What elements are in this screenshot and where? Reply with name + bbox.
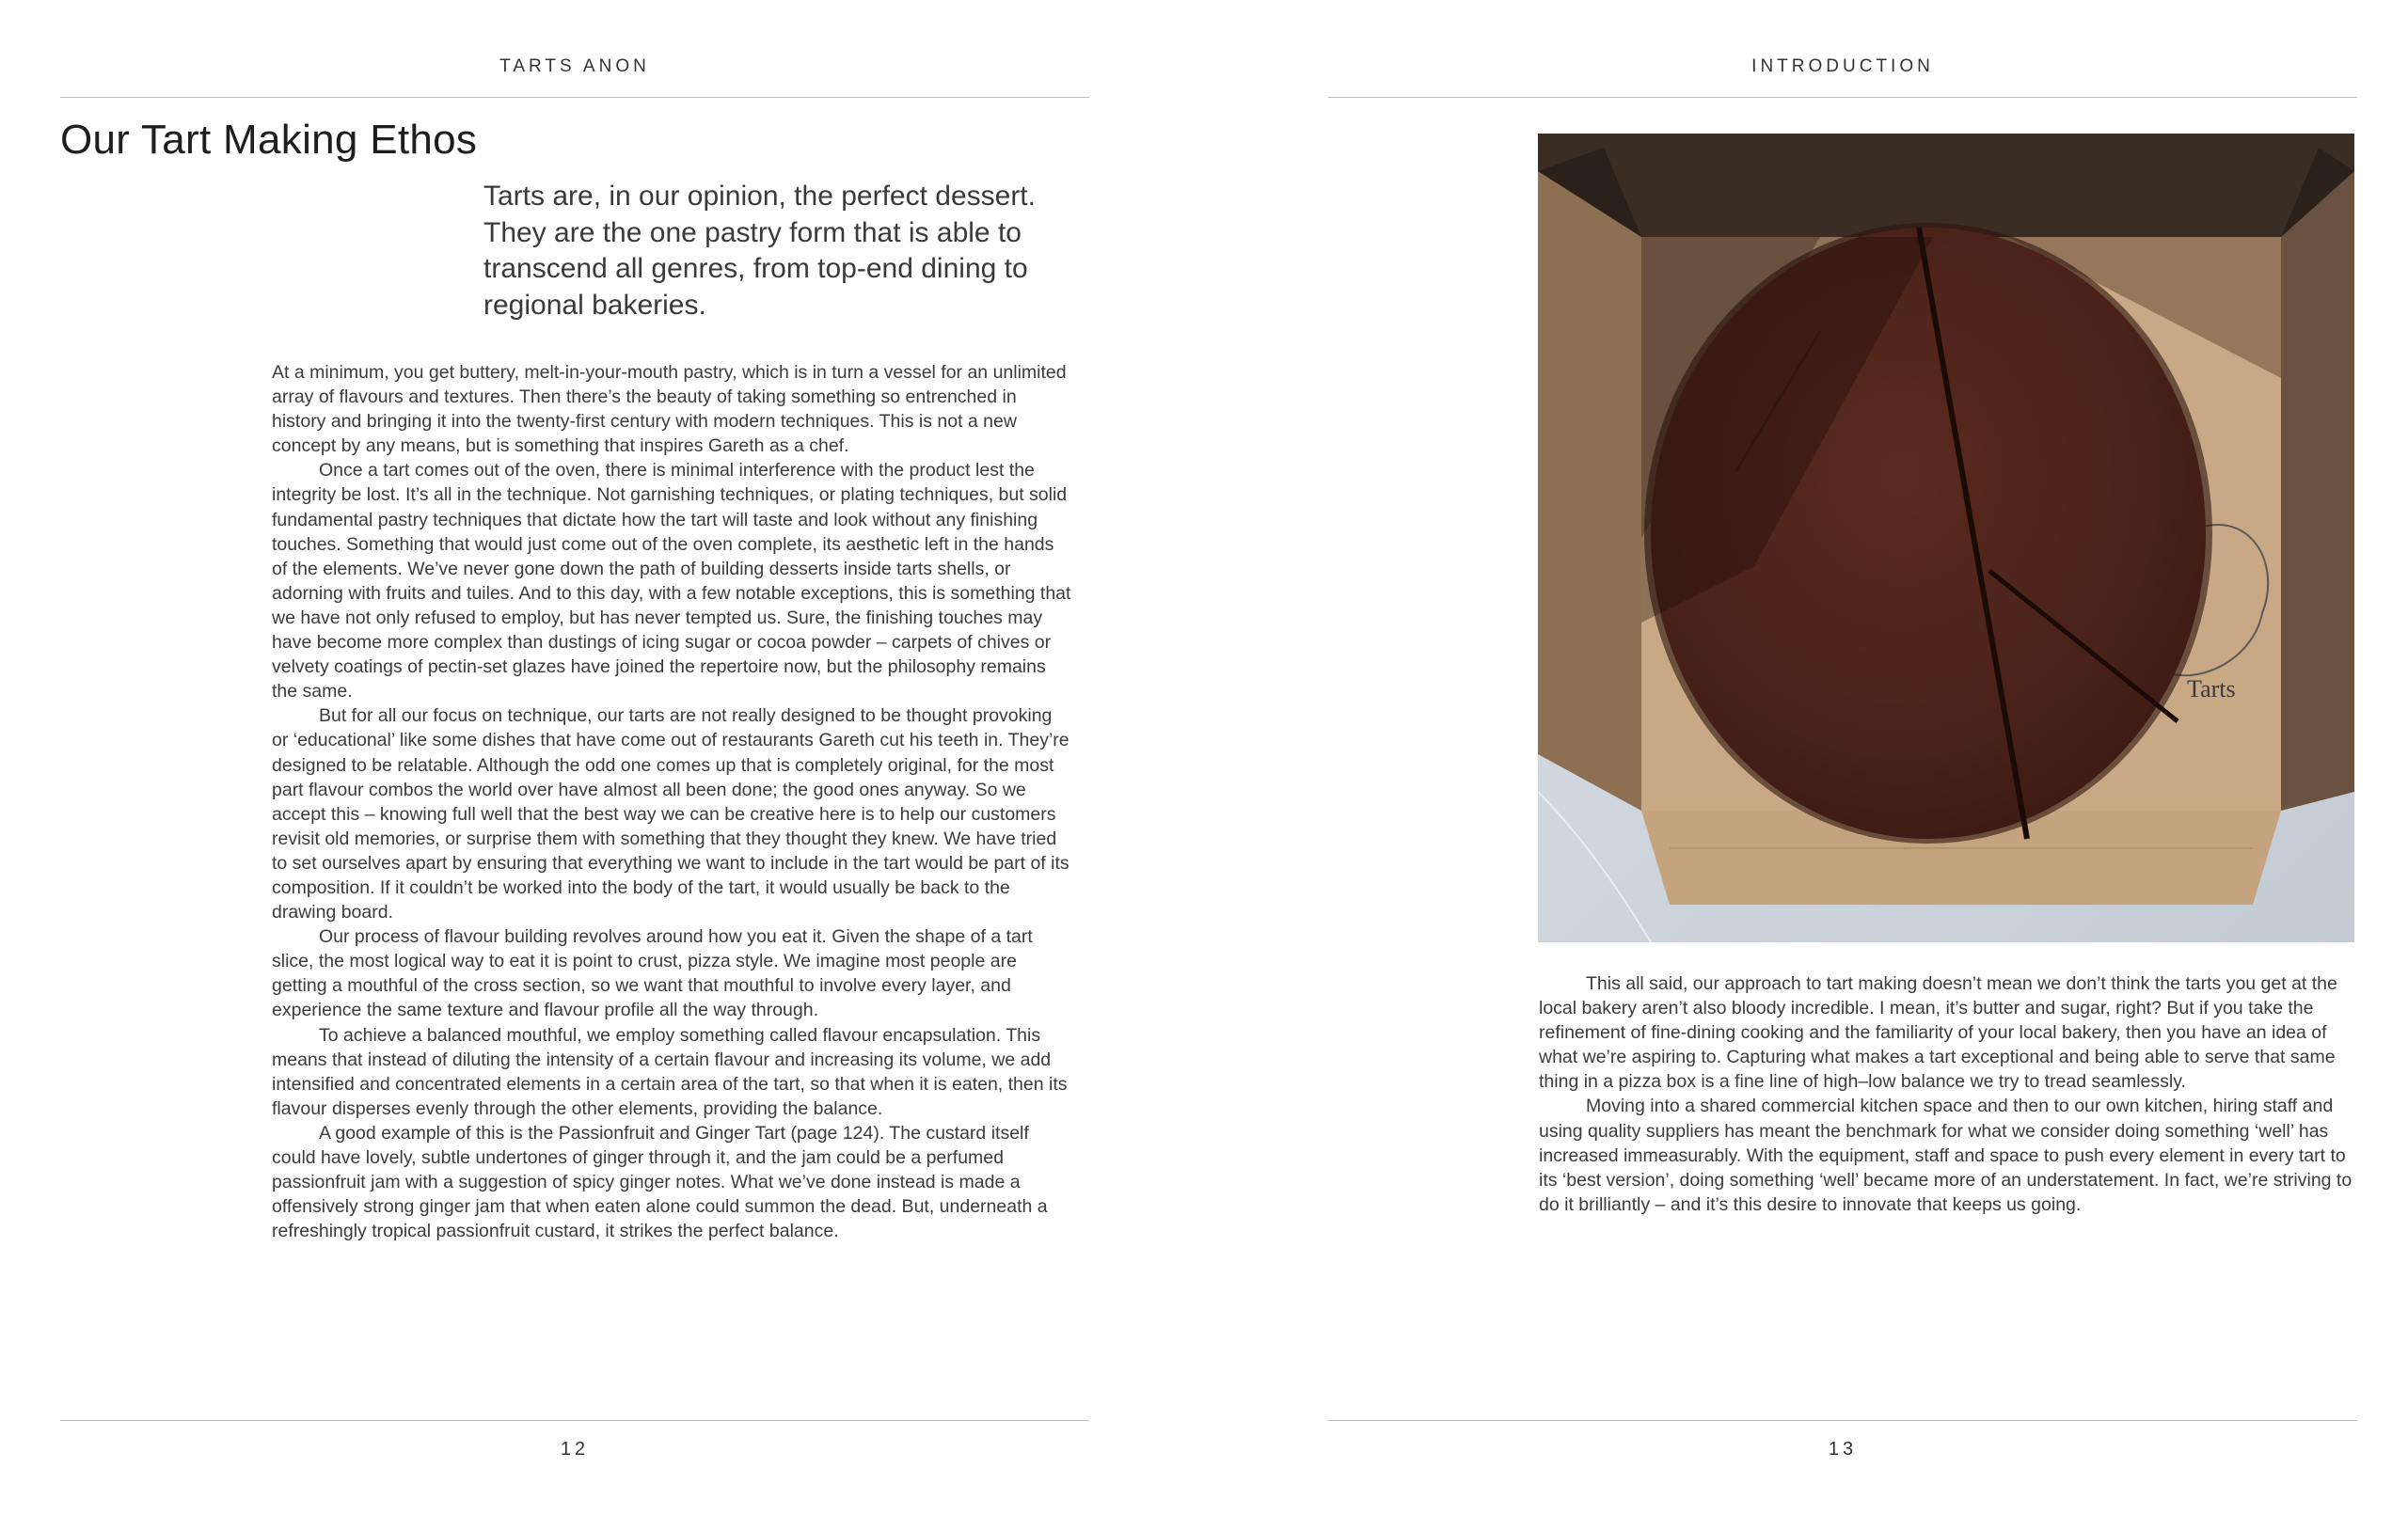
body-paragraph: This all said, our approach to tart making doesn’t mean we don’t think the tarts you get at the local bakery aren’t also bloody incredible. I mean, it’s butter and sugar, right? But if you take the refinement of fine-dining cooking and the familiarity of your local bakery, then you have an idea of what we’re aspiring to. Capturing what makes a tart exceptional and being able to serve that same thing in a pizza box is a fine line of high–low balance we try to tread seamlessly. xyxy=(1539,973,2337,1093)
page-number-left: 12 xyxy=(560,1439,590,1460)
box-stamp-text: Tarts xyxy=(2187,675,2236,702)
running-head-right: INTRODUCTION xyxy=(1751,56,1934,76)
body-paragraph: At a minimum, you get buttery, melt-in-your-mouth pastry, which is in turn a vessel for an unlimited array of flavours and textures. Then there’s the beauty of taking something so entrenched in history and bringing it into the twenty-first century with modern techniques. This is not a new concept by any means, but is something that inspires Gareth as a chef. xyxy=(272,362,1067,457)
body-paragraph: Moving into a shared commercial kitchen space and then to our own kitchen, hiring staff and using quality suppliers has meant the benchmark for what we consider doing something ‘well’ has increased immeasurably. With the equipment, staff and space to push every element in every tart to its ‘best version’, doing something ‘well’ became more of an understatement. In fact, we’re striving to do it brilliantly – and it’s this desire to innovate that keeps us going. xyxy=(1539,1096,2353,1215)
body-paragraph: But for all our focus on technique, our tarts are not really designed to be thought provoking or ‘educational’ like some dishes that have come out of restaurants Gareth cut his teeth in. They’re designed to be relatable. Although the odd one comes up that is completely original, for the most part flavour combos the world over have almost all been done; the good ones anyway. So we accept this – knowing full well that the best way we can be creative here is to help our customers revisit old memories, or surprise them with something that they thought they knew. We have tried to set ourselves apart by ensuring that everything we want to include in the tart would be part of its composition. If it couldn’t be worked into the body of the tart, it would usually be back to the drawing board. xyxy=(272,705,1069,923)
bottom-rule-left xyxy=(60,1420,1089,1421)
top-rule-left xyxy=(60,97,1089,98)
body-paragraph: Once a tart comes out of the oven, there is minimal interference with the product lest the integrity be lost. It’s all in the technique. Not garnishing techniques, or plating techniques, but solid fundamental pastry techniques that dictate how the tart will taste and look without any finishing touches. Something that would just come out of the oven complete, its aesthetic left in the hands of the elements. We’ve never gone down the path of building desserts inside tarts shells, or adorning with fruits and tuiles. And to this day, with a few notable exceptions, this is something that we have not only refused to employ, but has never tempted us. Sure, the finishing touches may have become more complex than dustings of icing sugar or cocoa powder – carpets of chives or velvety coatings of pectin-set glazes have joined the repertoire now, but the philosophy remains the same. xyxy=(272,460,1071,702)
page-title: Our Tart Making Ethos xyxy=(60,117,478,163)
running-head-left: TARTS ANON xyxy=(499,56,650,76)
body-text-left xyxy=(272,360,1073,1243)
body-paragraph: Our process of flavour building revolves around how you eat it. Given the shape of a tart slice, the most logical way to eat it is point to crust, pizza style. We imagine most people are getting a mouthful of the cross section, so we want that mouthful to involve every layer, and experience the same texture and flavour profile all the way through. xyxy=(272,926,1033,1021)
bottom-rule-right xyxy=(1328,1420,2357,1421)
page-number-right: 13 xyxy=(1828,1439,1858,1460)
tart-photo xyxy=(1538,134,2354,942)
body-paragraph: To achieve a balanced mouthful, we employ something called flavour encapsulation. This means that instead of diluting the intensity of a certain flavour and increasing its volume, we add intensified and concentrated elements in a certain area of the tart, so that when it is eaten, then its flavour disperses evenly through the other elements, providing the balance. xyxy=(272,1024,1068,1119)
body-paragraph: A good example of this is the Passionfruit and Ginger Tart (page 124). The custard itself could have lovely, subtle undertones of ginger through it, and the jam could be a perfumed passionfruit jam with a suggestion of spicy ginger notes. What we’ve done instead is made a offensively strong ginger jam that when eaten alone could summon the dead. But, underneath a refreshingly tropical passionfruit custard, it strikes the perfect balance. xyxy=(272,1122,1048,1242)
lede-paragraph: Tarts are, in our opinion, the perfect dessert. They are the one pastry form that is able to transcend all genres, from top-end dining to regional bakeries. xyxy=(483,181,1036,321)
top-rule-right xyxy=(1328,97,2357,98)
body-text-right xyxy=(1539,971,2356,1217)
